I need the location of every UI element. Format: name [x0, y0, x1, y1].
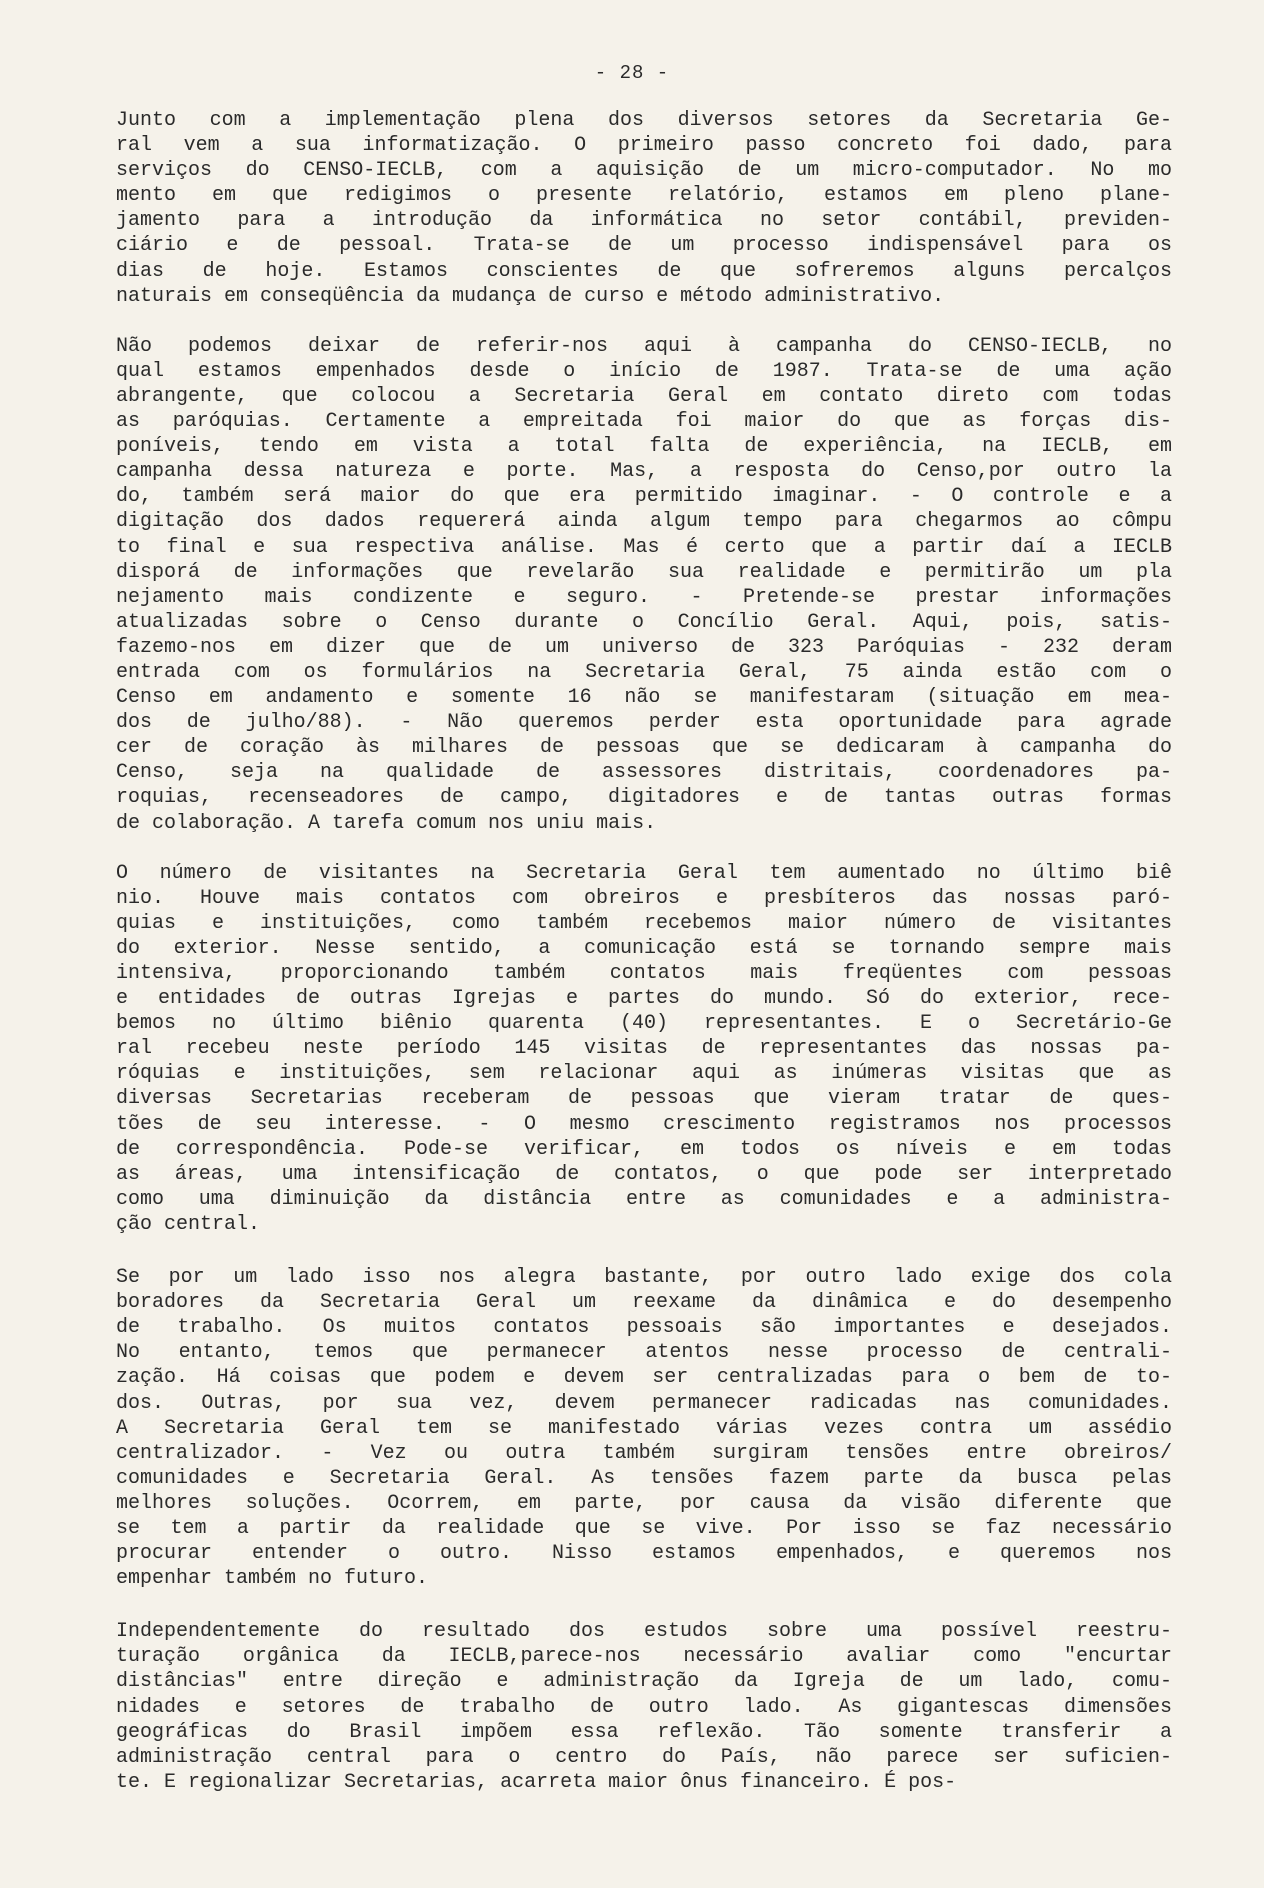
text-line: ral recebeu neste período 145 visitas de representantes das nossas pa- [116, 1037, 1172, 1061]
text-line: cer de coração às milhares de pessoas que se dedicaram à campanha do [116, 736, 1172, 760]
text-line: empenhar também no futuro. [116, 1567, 429, 1591]
text-line: No entanto, temos que permanecer atentos nesse processo de centrali- [116, 1341, 1172, 1365]
paragraph [116, 861, 1172, 1237]
text-line: distâncias" entre direção e administração da Igreja de um lado, comu- [116, 1670, 1172, 1694]
text-line: de trabalho. Os muitos contatos pessoais são importantes e desejados. [116, 1316, 1172, 1340]
text-line: campanha dessa natureza e porte. Mas, a resposta do Censo,por outro la [116, 460, 1172, 484]
text-line: bemos no último biênio quarenta (40) representantes. E o Secretário-Ge [116, 1012, 1172, 1036]
text-line: Censo, seja na qualidade de assessores distritais, coordenadores pa- [116, 761, 1172, 785]
text-line: do exterior. Nesse sentido, a comunicação está se tornando sempre mais [116, 936, 1172, 960]
text-line: centralizador. - Vez ou outra também surgiram tensões entre obreiros/ [116, 1441, 1172, 1465]
text-line: dos de julho/88). - Não queremos perder esta oportunidade para agrade [116, 711, 1172, 735]
text-line: Independentemente do resultado dos estudos sobre uma possível reestru- [116, 1620, 1172, 1644]
text-line: melhores soluções. Ocorrem, em parte, por causa da visão diferente que [116, 1491, 1172, 1515]
text-line: digitação dos dados requererá ainda algum tempo para chegarmos ao cômpu [116, 510, 1172, 534]
text-line: poníveis, tendo em vista a total falta de experiência, na IECLB, em [116, 435, 1172, 459]
text-line: O número de visitantes na Secretaria Geral tem aumentado no último biê [116, 861, 1172, 885]
text-line: tões de seu interesse. - O mesmo crescimento registramos nos processos [116, 1112, 1172, 1136]
text-line: boradores da Secretaria Geral um reexame da dinâmica e do desempenho [116, 1291, 1172, 1315]
text-line: mento em que redigimos o presente relatório, estamos em pleno plane- [116, 184, 1172, 208]
text-line: to final e sua respectiva análise. Mas é certo que a partir daí a IECLB [116, 535, 1172, 559]
text-line: as áreas, uma intensificação de contatos, o que pode ser interpretado [116, 1162, 1172, 1186]
text-line: Junto com a implementação plena dos diversos setores da Secretaria Ge- [116, 109, 1172, 132]
paragraph [116, 1619, 1172, 1795]
text-line: como uma diminuição da distância entre as comunidades e a administra- [116, 1187, 1172, 1211]
text-line: abrangente, que colocou a Secretaria Geral em contato direto com todas [116, 384, 1172, 408]
text-line: atualizadas sobre o Censo durante o Concílio Geral. Aqui, pois, satis- [116, 610, 1172, 634]
text-line: comunidades e Secretaria Geral. As tensões fazem parte da busca pelas [116, 1466, 1172, 1490]
text-line: fazemo-nos em dizer que de um universo de 323 Paróquias - 232 deram [116, 635, 1172, 659]
document-body [116, 108, 1172, 1795]
text-line: turação orgânica da IECLB,parece-nos necessário avaliar como "encurtar [116, 1645, 1172, 1669]
text-line: as paróquias. Certamente a empreitada foi maior do que as forças dis- [116, 410, 1172, 434]
text-line: naturais em conseqüência da mudança de curso e método administrativo. [116, 284, 945, 308]
text-line: jamento para a introdução da informática no setor contábil, previden- [116, 209, 1172, 233]
text-line: geográficas do Brasil impõem essa reflexão. Tão somente transferir a [116, 1720, 1172, 1744]
text-line: nejamento mais condizente e seguro. - Pretende-se prestar informações [116, 585, 1172, 609]
text-line: A Secretaria Geral tem se manifestado várias vezes contra um assédio [116, 1416, 1172, 1440]
paragraph [116, 334, 1172, 836]
text-line: qual estamos empenhados desde o início de 1987. Trata-se de uma ação [116, 359, 1172, 383]
text-line: de correspondência. Pode-se verificar, em todos os níveis e em todas [116, 1137, 1172, 1161]
paragraph [116, 1265, 1172, 1591]
text-line: Não podemos deixar de referir-nos aqui à campanha do CENSO-IECLB, no [116, 334, 1172, 358]
text-line: te. E regionalizar Secretarias, acarreta maior ônus financeiro. É pos- [116, 1770, 957, 1794]
text-line: procurar entender o outro. Nisso estamos empenhados, e queremos nos [116, 1542, 1172, 1566]
paragraph [116, 108, 1172, 309]
text-line: dos. Outras, por sua vez, devem permanecer radicadas nas comunidades. [116, 1391, 1172, 1415]
text-line: entrada com os formulários na Secretaria Geral, 75 ainda estão com o [116, 660, 1172, 684]
text-line: roquias, recenseadores de campo, digitadores e de tantas outras formas [116, 786, 1172, 810]
text-line: administração central para o centro do País, não parece ser suficien- [116, 1745, 1172, 1769]
text-line: zação. Há coisas que podem e devem ser centralizadas para o bem de to- [116, 1366, 1172, 1390]
text-line: nio. Houve mais contatos com obreiros e presbíteros das nossas paró- [116, 886, 1172, 910]
text-line: ciário e de pessoal. Trata-se de um processo indispensável para os [116, 234, 1172, 258]
text-line: e entidades de outras Igrejas e partes do mundo. Só do exterior, rece- [116, 987, 1172, 1011]
text-line: serviços do CENSO-IECLB, com a aquisição de um micro-computador. No mo [116, 159, 1172, 183]
text-line: de colaboração. A tarefa comum nos uniu mais. [116, 811, 657, 835]
text-line: ral vem a sua informatização. O primeiro passo concreto foi dado, para [116, 134, 1172, 158]
text-line: quias e instituições, como também recebemos maior número de visitantes [116, 911, 1172, 935]
text-line: dias de hoje. Estamos conscientes de que sofreremos alguns percalços [116, 259, 1172, 283]
text-line: ção central. [116, 1212, 261, 1236]
text-line: nidades e setores de trabalho de outro lado. As gigantescas dimensões [116, 1695, 1172, 1719]
page-number: - 28 - [594, 62, 670, 84]
text-line: do, também será maior do que era permitido imaginar. - O controle e a [116, 485, 1172, 509]
text-line: róquias e instituições, sem relacionar aqui as inúmeras visitas que as [116, 1062, 1172, 1086]
text-line: Se por um lado isso nos alegra bastante, por outro lado exige dos cola [116, 1266, 1172, 1290]
text-line: diversas Secretarias receberam de pessoas que vieram tratar de ques- [116, 1087, 1172, 1111]
text-line: se tem a partir da realidade que se vive. Por isso se faz necessário [116, 1516, 1172, 1540]
text-line: disporá de informações que revelarão sua realidade e permitirão um pla [116, 560, 1172, 584]
text-line: Censo em andamento e somente 16 não se manifestaram (situação em mea- [116, 686, 1172, 710]
text-line: intensiva, proporcionando também contatos mais freqüentes com pessoas [116, 962, 1172, 985]
